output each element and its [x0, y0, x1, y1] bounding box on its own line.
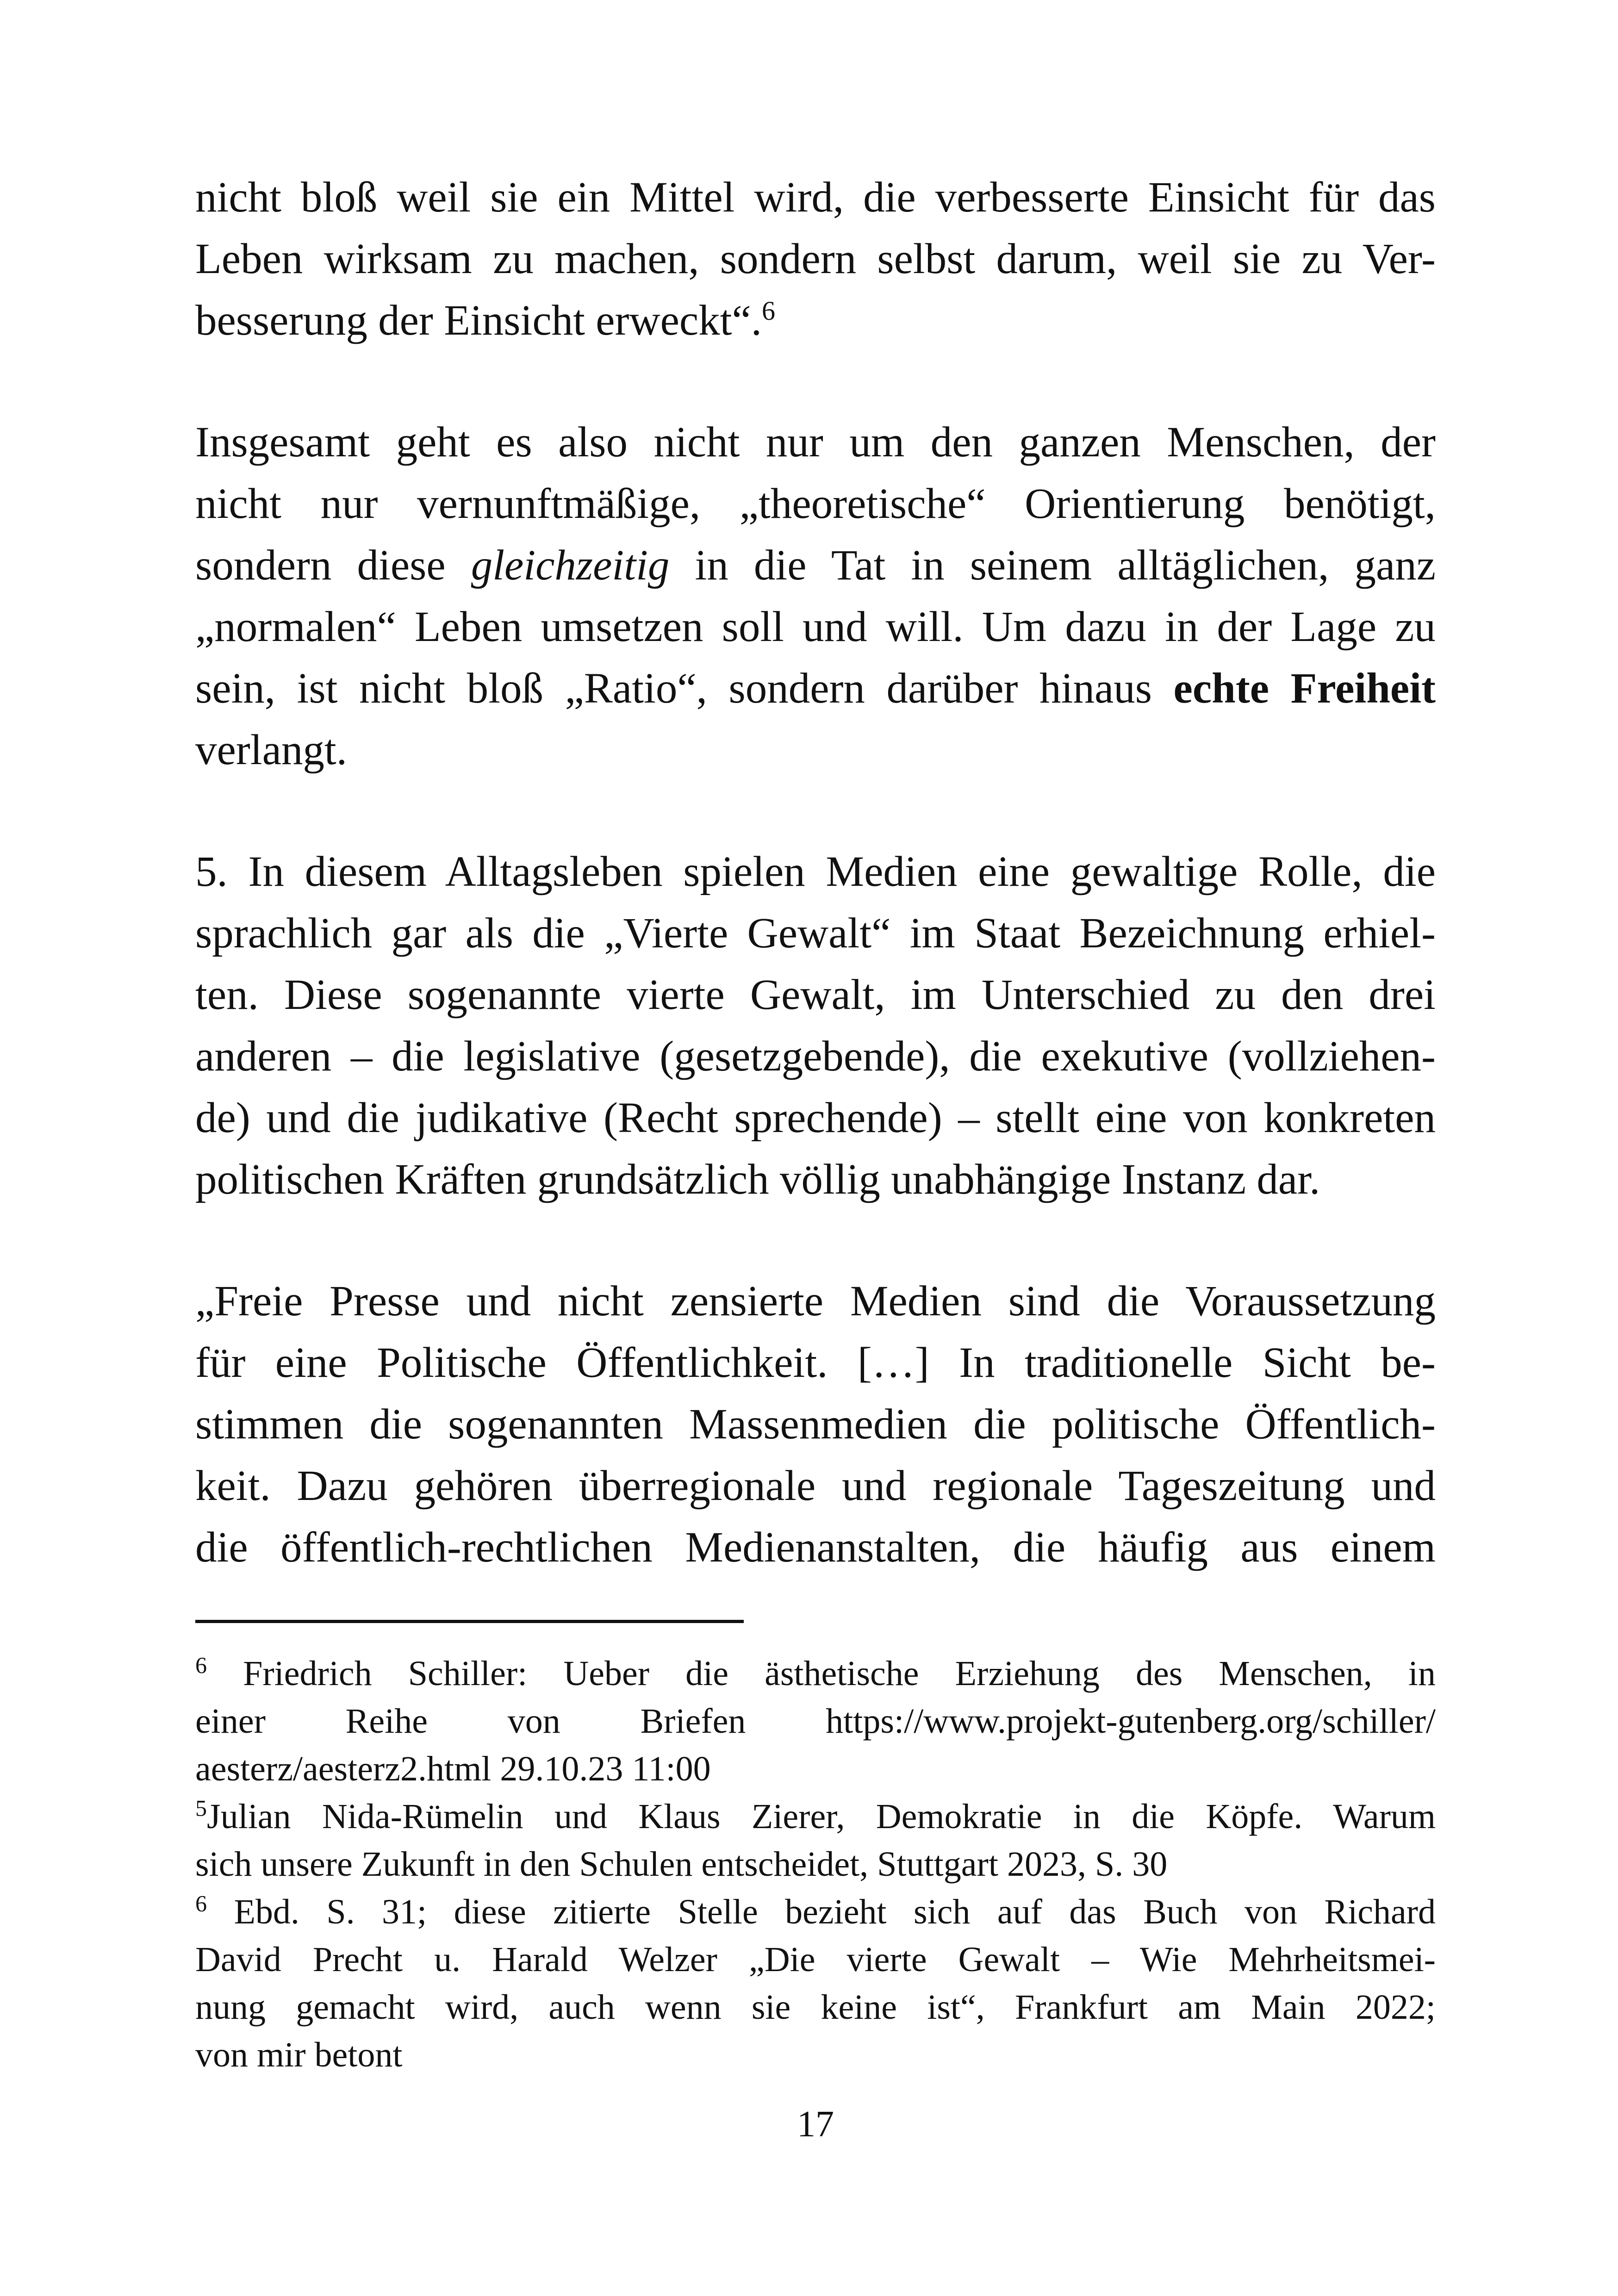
text-fragment: sondern diese	[195, 541, 446, 589]
text-line	[195, 1888, 1436, 1936]
text-line	[195, 535, 1436, 596]
footnote-reference[interactable]: 6	[762, 296, 776, 326]
text-line: einer Reihe von Briefen https://www.projekt-gutenberg.org/schiller/	[195, 1702, 1436, 1741]
text-line: aesterz/aesterz2.html 29.10.23 11:00	[195, 1749, 711, 1788]
footnote-separator	[195, 1620, 744, 1623]
text-line: sich unsere Zukunft in den Schulen entscheidet, Stuttgart 2023, S. 30	[195, 1845, 1168, 1884]
text-line: nicht bloß weil sie ein Mittel wird, die verbesserte Einsicht für das	[195, 174, 1436, 221]
text-line: nung gemacht wird, auch wenn sie keine ist“, Frankfurt am Main 2022;	[195, 1988, 1436, 2027]
text-line	[195, 1650, 1436, 1698]
paragraph-whole-person	[195, 411, 1436, 781]
text-line: Insgesamt geht es also nicht nur um den ganzen Menschen, der	[195, 418, 1436, 466]
text-line: anderen – die legislative (gesetzgebende), die exekutive (vollziehen-	[195, 1033, 1436, 1080]
footnote	[195, 1793, 1436, 1888]
page-number: 17	[797, 2104, 834, 2145]
text-line: für eine Politische Öffentlichkeit. […] In traditionelle Sicht be-	[195, 1339, 1436, 1387]
bold-emphasis: echte Freiheit	[1173, 665, 1436, 712]
text-line: von mir betont	[195, 2035, 403, 2074]
text-line: verlangt.	[195, 726, 347, 774]
footnote-marker: 5	[195, 1795, 207, 1821]
paragraph-schiller-quote-end	[195, 167, 1436, 351]
text-fragment: besserung der Einsicht erweckt“.	[195, 297, 762, 344]
paragraph-free-press-quote	[195, 1270, 1436, 1578]
text-line: David Precht u. Harald Welzer „Die vierte Gewalt – Wie Mehrheitsmei-	[195, 1940, 1436, 1979]
footnote	[195, 1650, 1436, 1793]
text-line: nicht nur vernunftmäßige, „theoretische“ Orientierung benötigt,	[195, 480, 1436, 528]
text-line	[195, 1793, 1436, 1841]
text-line: Leben wirksam zu machen, sondern selbst darum, weil sie zu Ver-	[195, 235, 1436, 283]
text-line: „normalen“ Leben umsetzen soll und will. Um dazu in der Lage zu	[195, 603, 1436, 651]
footnotes-section	[195, 1650, 1436, 2079]
footnote	[195, 1888, 1436, 2079]
footnote-marker: 6	[195, 1890, 207, 1916]
text-fragment: Julian Nida-Rümelin und Klaus Zierer, Demokratie in die Köpfe. Warum	[207, 1797, 1436, 1836]
text-line: politischen Kräften grundsätzlich völlig unabhängige Instanz dar.	[195, 1156, 1320, 1203]
text-line: de) und die judikative (Recht sprechende) – stellt eine von konkreten	[195, 1094, 1436, 1142]
text-fragment: Ebd. S. 31; diese zitierte Stelle bezieht sich auf das Buch von Richard	[207, 1892, 1436, 1931]
text-line: 5. In diesem Alltagsleben spielen Medien eine gewaltige Rolle, die	[195, 848, 1436, 896]
text-fragment: sein, ist nicht bloß „Ratio“, sondern darüber hinaus	[195, 665, 1152, 712]
text-line: sprachlich gar als die „Vierte Gewalt“ im Staat Bezeichnung erhiel-	[195, 909, 1436, 957]
text-line: ten. Diese sogenannte vierte Gewalt, im Unterschied zu den drei	[195, 971, 1436, 1019]
italic-emphasis: gleichzeitig	[471, 541, 670, 589]
text-fragment: in die Tat in seinem alltäglichen, ganz	[695, 541, 1436, 589]
text-line: keit. Dazu gehören überregionale und regionale Tageszeitung und	[195, 1462, 1436, 1510]
text-line	[195, 658, 1436, 719]
text-line: „Freie Presse und nicht zensierte Medien sind die Voraussetzung	[195, 1277, 1436, 1325]
paragraph-fourth-estate	[195, 841, 1436, 1210]
text-fragment: Friedrich Schiller: Ueber die ästhetische Erziehung des Menschen, in	[207, 1654, 1436, 1693]
text-line	[195, 290, 1436, 351]
document-page	[195, 167, 1436, 2249]
text-line: die öffentlich-rechtlichen Medienanstalten, die häufig aus einem	[195, 1524, 1436, 1571]
footnote-marker: 6	[195, 1652, 207, 1678]
text-line: stimmen die sogenannten Massenmedien die politische Öffentlich-	[195, 1400, 1436, 1448]
